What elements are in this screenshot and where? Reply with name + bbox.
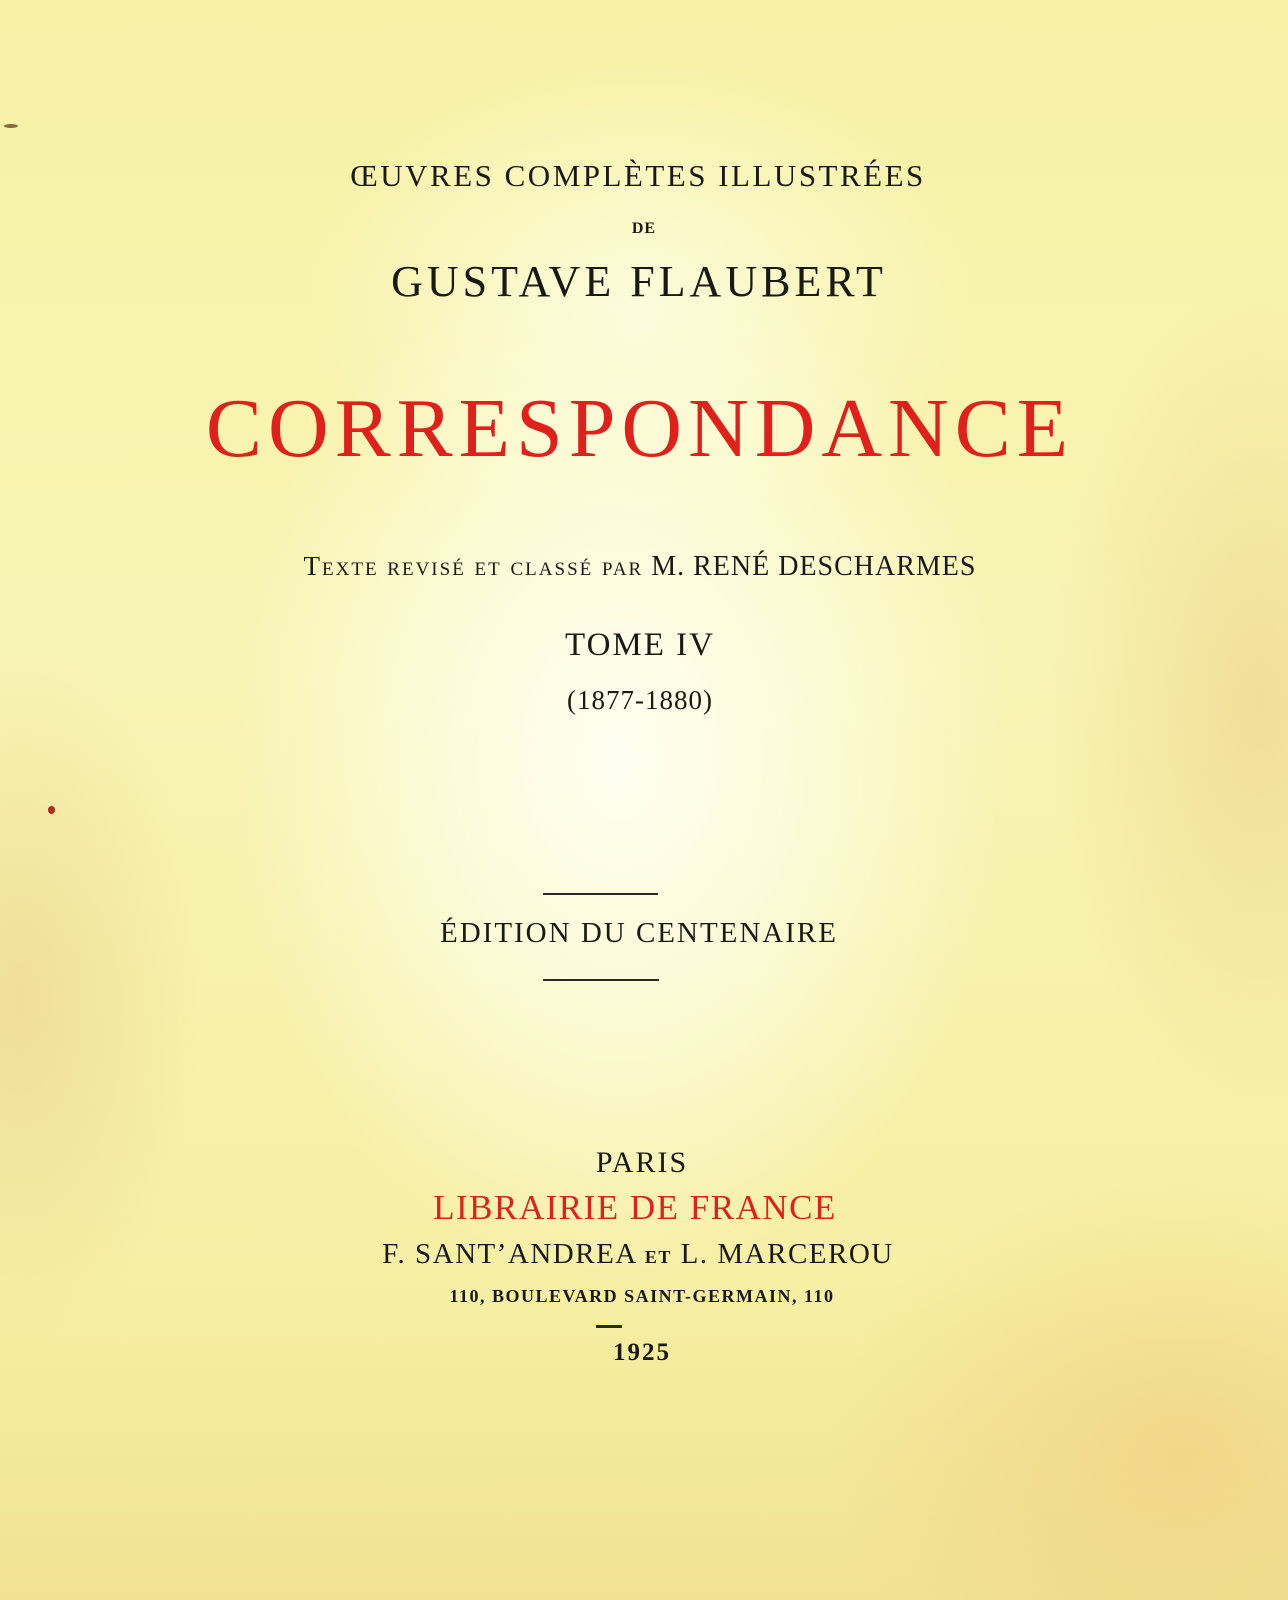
publisher-city: PARIS bbox=[595, 1146, 689, 1179]
book-title: CORRESPONDANCE bbox=[205, 382, 1075, 475]
editor-prefix: Texte revisé et classé par bbox=[303, 551, 644, 581]
series-preposition: DE bbox=[631, 220, 657, 237]
printer-1: F. SANT’ANDREA bbox=[382, 1238, 637, 1270]
series-title: ŒUVRES COMPLÈTES ILLUSTRÉES bbox=[350, 158, 926, 193]
divider-bottom bbox=[543, 979, 659, 981]
ink-spot bbox=[48, 806, 55, 814]
printer-2: L. MARCEROU bbox=[680, 1238, 894, 1270]
printer-conjunction: et bbox=[644, 1240, 672, 1269]
editor-credit bbox=[0, 551, 1284, 583]
edition-name: ÉDITION DU CENTENAIRE bbox=[440, 917, 838, 949]
ink-spot bbox=[4, 124, 18, 128]
publisher-address: 110, BOULEVARD SAINT-GERMAIN, 110 bbox=[449, 1286, 835, 1306]
publisher-name: LIBRAIRIE DE FRANCE bbox=[433, 1188, 837, 1227]
volume-years: (1877-1880) bbox=[567, 685, 713, 715]
printers bbox=[0, 1238, 1282, 1271]
year-dash bbox=[596, 1325, 622, 1328]
author-name: GUSTAVE FLAUBERT bbox=[391, 257, 887, 306]
volume-number: TOME IV bbox=[565, 627, 715, 663]
divider-top bbox=[543, 893, 658, 895]
editor-name: M. RENÉ DESCHARMES bbox=[651, 551, 977, 582]
publication-year: 1925 bbox=[613, 1339, 671, 1366]
